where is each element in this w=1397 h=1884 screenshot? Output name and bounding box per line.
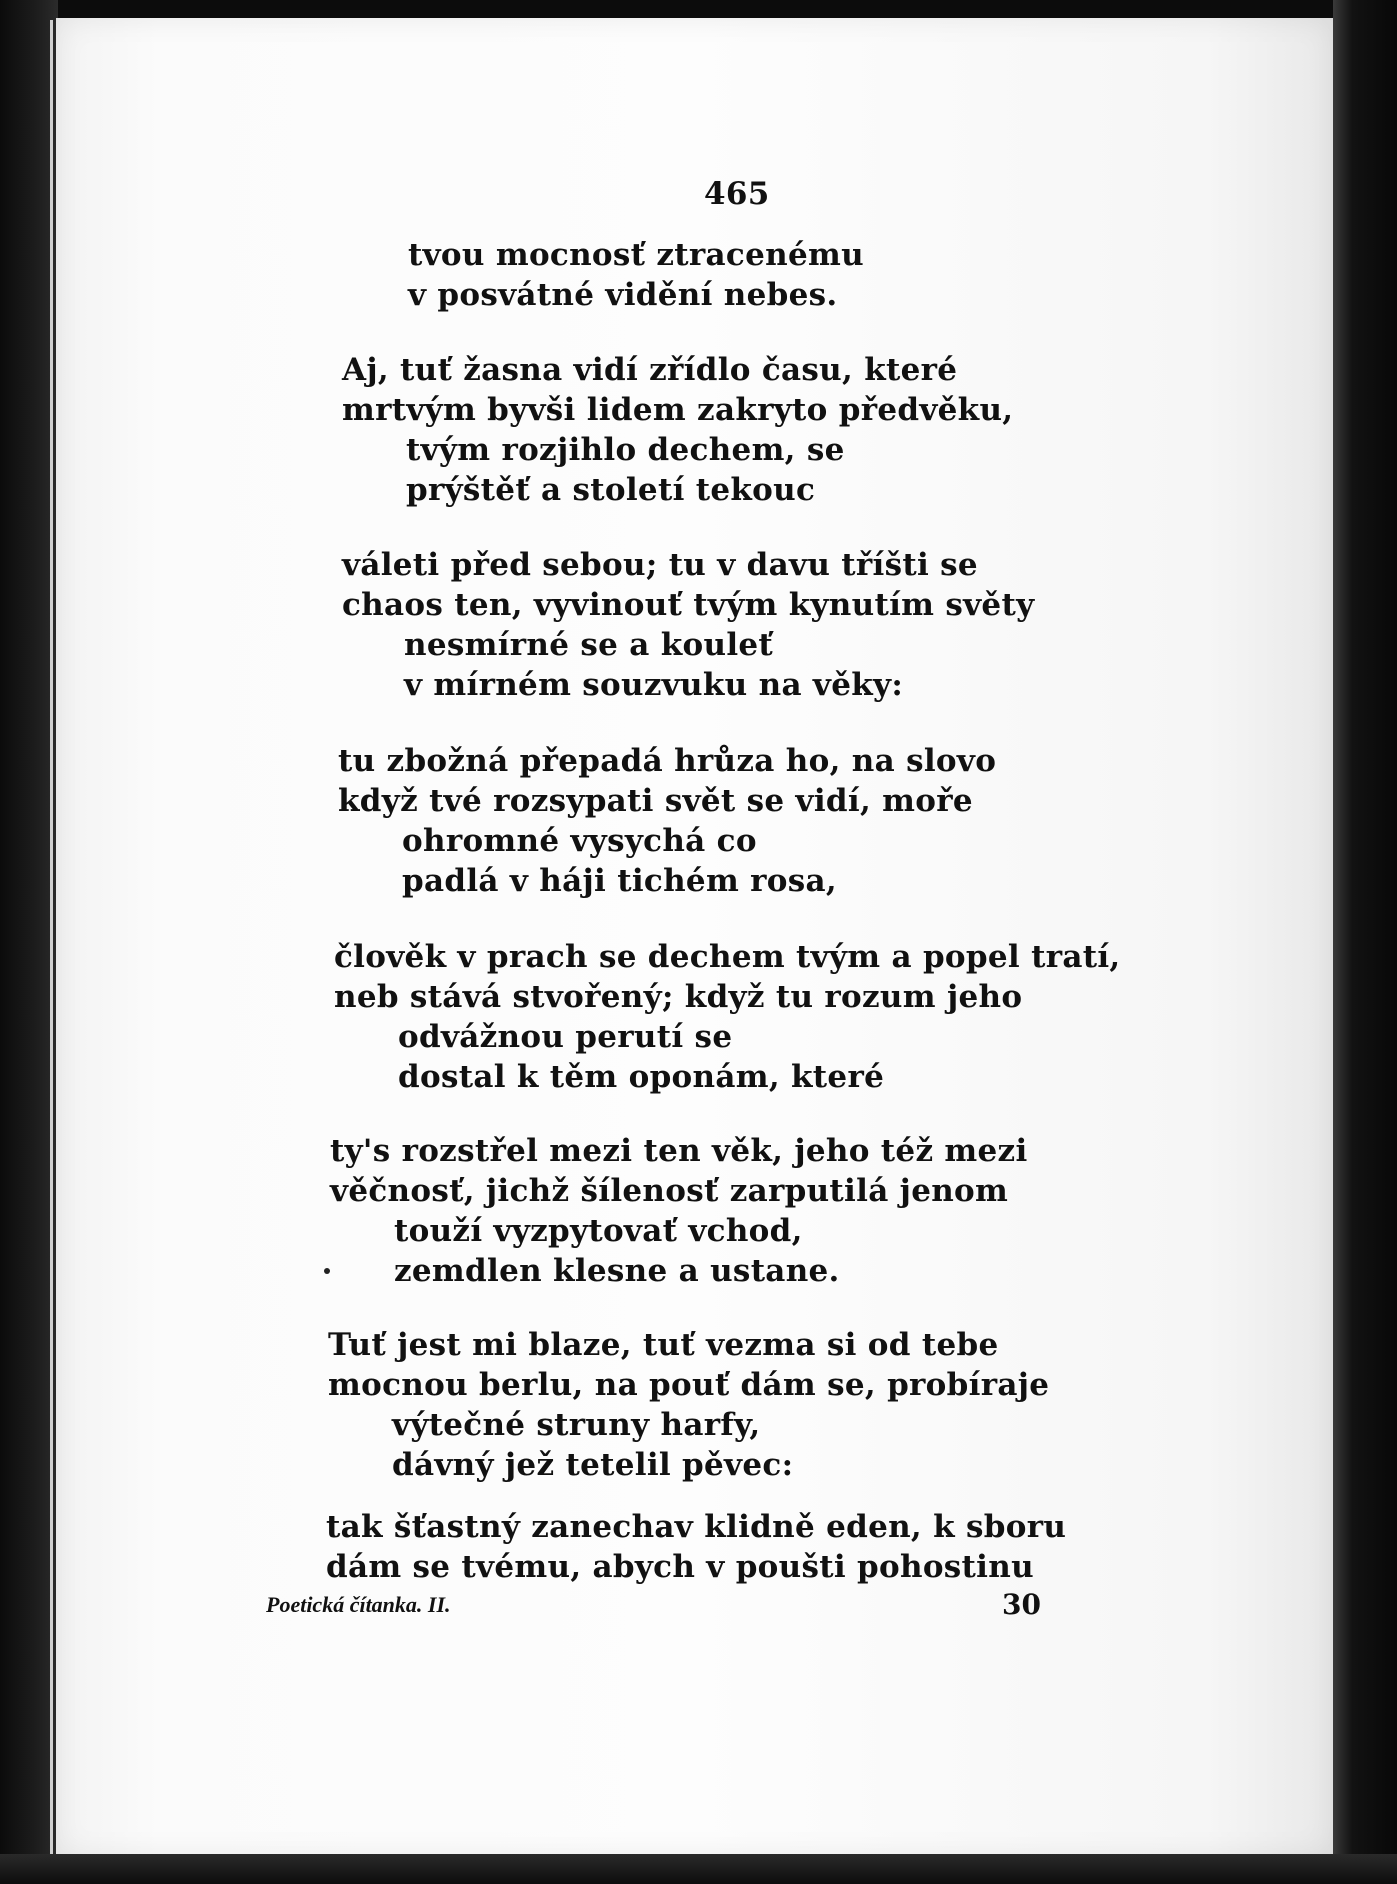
poem-line: ohromné vysychá co <box>402 823 757 859</box>
scan-right-edge <box>1333 0 1397 1884</box>
scan-top-edge <box>0 0 1397 20</box>
print-speck <box>324 1268 330 1274</box>
poem-line: Aj, tuť žasna vidí zřídlo času, které <box>342 352 958 388</box>
poem-line: v mírném souzvuku na věky: <box>404 667 904 703</box>
poem-line: touží vyzpytovať vchod, <box>394 1213 803 1249</box>
poem-line: tu zbožná přepadá hrůza ho, na slovo <box>338 743 997 779</box>
page-left-edge <box>50 20 53 1860</box>
poem-line: nesmírné se a kouleť <box>404 627 774 663</box>
poem-line: tvou mocnosť ztracenému <box>408 237 864 273</box>
footer-signature-number: 30 <box>1002 1588 1041 1621</box>
poem-line: v posvátné vidění nebes. <box>408 277 838 313</box>
poem-line: mrtvým byvši lidem zakryto předvěku, <box>342 392 1014 428</box>
poem-line: člověk v prach se dechem tvým a popel tratí, <box>334 939 1121 975</box>
poem-line: neb stává stvořený; když tu rozum jeho <box>334 979 1023 1015</box>
poem-line: váleti před sebou; tu v davu tříšti se <box>342 547 978 583</box>
poem-line: tvým rozjihlo dechem, se <box>406 432 845 468</box>
poem-line: když tvé rozsypati svět se vidí, moře <box>338 783 973 819</box>
poem-line: prýštěť a století tekouc <box>406 472 816 508</box>
page-number: 465 <box>704 176 770 212</box>
poem-line: zemdlen klesne a ustane. <box>394 1253 840 1289</box>
book-page <box>56 18 1334 1856</box>
poem-line: odvážnou perutí se <box>398 1019 733 1055</box>
poem-line: věčnosť, jichž šílenosť zarputilá jenom <box>330 1173 1009 1209</box>
poem-line: ty's rozstřel mezi ten věk, jeho též mezi <box>330 1133 1028 1169</box>
poem-line: výtečné struny harfy, <box>392 1407 761 1443</box>
poem-line: Tuť jest mi blaze, tuť vezma si od tebe <box>328 1327 999 1363</box>
poem-line: padlá v háji tichém rosa, <box>402 863 837 899</box>
scan-bottom-edge <box>0 1854 1397 1884</box>
poem-line: chaos ten, vyvinouť tvým kynutím světy <box>342 587 1035 623</box>
footer-book-title: Poetická čítanka. II. <box>266 1592 451 1617</box>
poem-line: dávný jež tetelil pěvec: <box>392 1447 794 1483</box>
poem-line: mocnou berlu, na pouť dám se, probíraje <box>328 1367 1050 1403</box>
poem-line: tak šťastný zanechav klidně eden, k sboru <box>326 1509 1067 1545</box>
poem-line: dostal k těm oponám, které <box>398 1059 885 1095</box>
poem-line: dám se tvému, abych v poušti pohostinu <box>326 1549 1034 1585</box>
